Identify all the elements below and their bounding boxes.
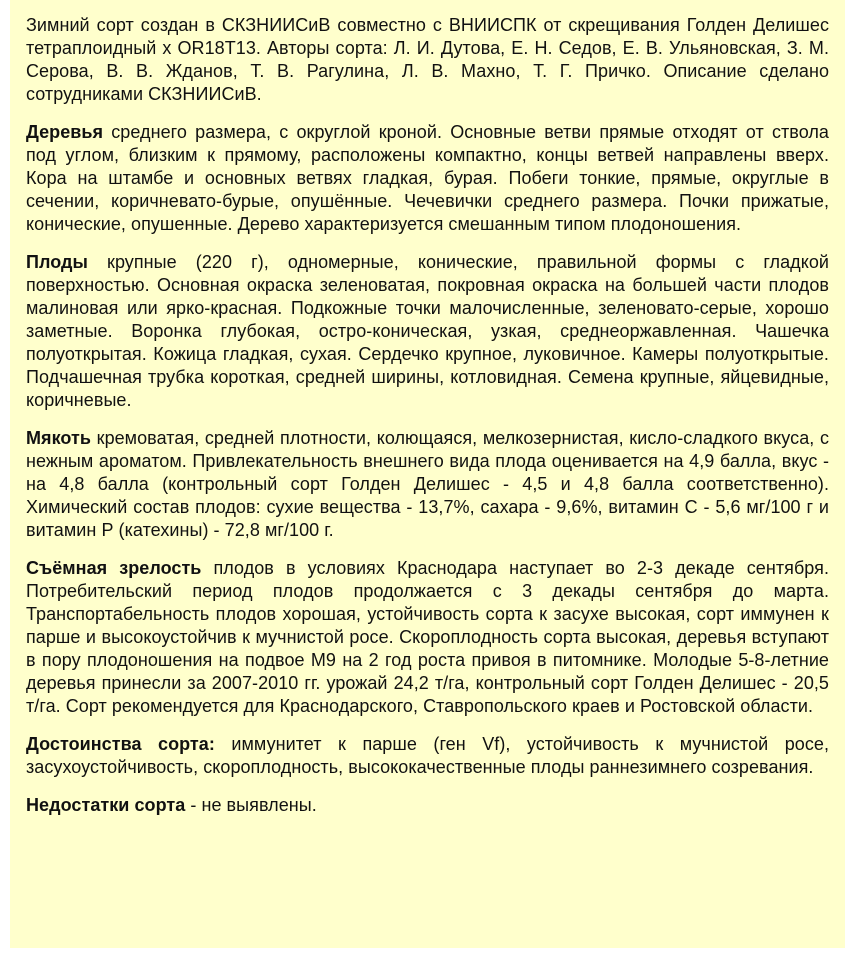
paragraph-text: иммунитет к парше (ген Vf), устойчивость к мучнистой росе, засухоустойчивость, скороплодность, высококачественные плоды раннезимнего созревания. <box>26 734 829 777</box>
paragraph-text: крупные (220 г), одномерные, конические, правильной формы с гладкой поверхностью. Основная окраска зеленоватая, покровная окраска на большей части плодов малиновая или ярко-красная. Подкожные точки малочисленные, зеленовато-серые, хорошо заметные. Воронка глубокая, остро-коническая, узкая, среднеоржавленная. Чашечка полуоткрытая. Кожица гладкая, сухая. Сердечко крупное, луковичное. Камеры полуоткрытые. Подчашечная трубка короткая, средней ширины, котловидная. Семена крупные, яйцевидные, коричневые. <box>26 252 829 410</box>
paragraph-text: кремоватая, средней плотности, колющаяся, мелкозернистая, кисло-сладкого вкуса, с нежным ароматом. Привлекательность внешнего вида плода оценивается на 4,9 балла, вкус - на 4,8 балла (контрольный сорт Голден Делишес - 4,5 и 4,8 балла соответственно). Химический состав плодов: сухие вещества - 13,7%, сахара - 9,6%, витамин С - 5,6 мг/100 г и витамин Р (катехины) - 72,8 мг/100 г. <box>26 428 829 540</box>
paragraph-heading: Мякоть <box>26 428 91 448</box>
paragraph-disadvantages <box>26 794 829 817</box>
paragraph-heading: Достоинства сорта: <box>26 734 215 754</box>
paragraph-trees <box>26 121 829 236</box>
paragraph-flesh <box>26 427 829 542</box>
paragraph-heading: Деревья <box>26 122 104 142</box>
paragraph-advantages <box>26 733 829 779</box>
paragraph-text: среднего размера, с округлой кроной. Основные ветви прямые отходят от ствола под углом, близким к прямому, расположены компактно, концы ветвей направлены вверх. Кора на штамбе и основных ветвях гладкая, бурая. Побеги тонкие, прямые, округлые в сечении, коричневато-бурые, опушённые. Чечевички среднего размера. Почки прижатые, конические, опушенные. Дерево характеризуется смешанным типом плодоношения. <box>26 122 829 234</box>
paragraph-heading: Съёмная зрелость <box>26 558 202 578</box>
variety-description <box>10 0 845 948</box>
paragraph-heading: Плоды <box>26 252 88 272</box>
paragraph-maturity <box>26 557 829 718</box>
paragraph-heading: Недостатки сорта <box>26 795 186 815</box>
paragraph-text: - не выявлены. <box>185 795 317 815</box>
paragraph-text: плодов в условиях Краснодара наступает во 2-3 декаде сентября. Потребительский период плодов продолжается с 3 декады сентября до марта. Транспортабельность плодов хорошая, устойчивость сорта к засухе высокая, сорт иммунен к парше и высокоустойчив к мучнистой росе. Скороплодность сорта высокая, деревья вступают в пору плодоношения на подвое М9 на 2 год роста привоя в питомнике. Молодые 5-8-летние деревья принесли за 2007-2010 гг. урожай 24,2 т/га, контрольный сорт Голден Делишес - 20,5 т/га. Сорт рекомендуется для Краснодарского, Ставропольского краев и Ростовской области. <box>26 558 830 716</box>
paragraph-fruits <box>26 251 829 412</box>
paragraph-text: Зимний сорт создан в СКЗНИИСиВ совместно с ВНИИСПК от скрещивания Голден Делишес тетраплоидный х OR18T13. Авторы сорта: Л. И. Дутова, Е. Н. Седов, Е. В. Ульяновская, З. М. Серова, В. В. Жданов, Т. В. Рагулина, Л. В. Махно, Т. Г. Причко. Описание сделано сотрудниками СКЗНИИСиВ. <box>26 15 829 104</box>
paragraph-origin <box>26 14 829 106</box>
